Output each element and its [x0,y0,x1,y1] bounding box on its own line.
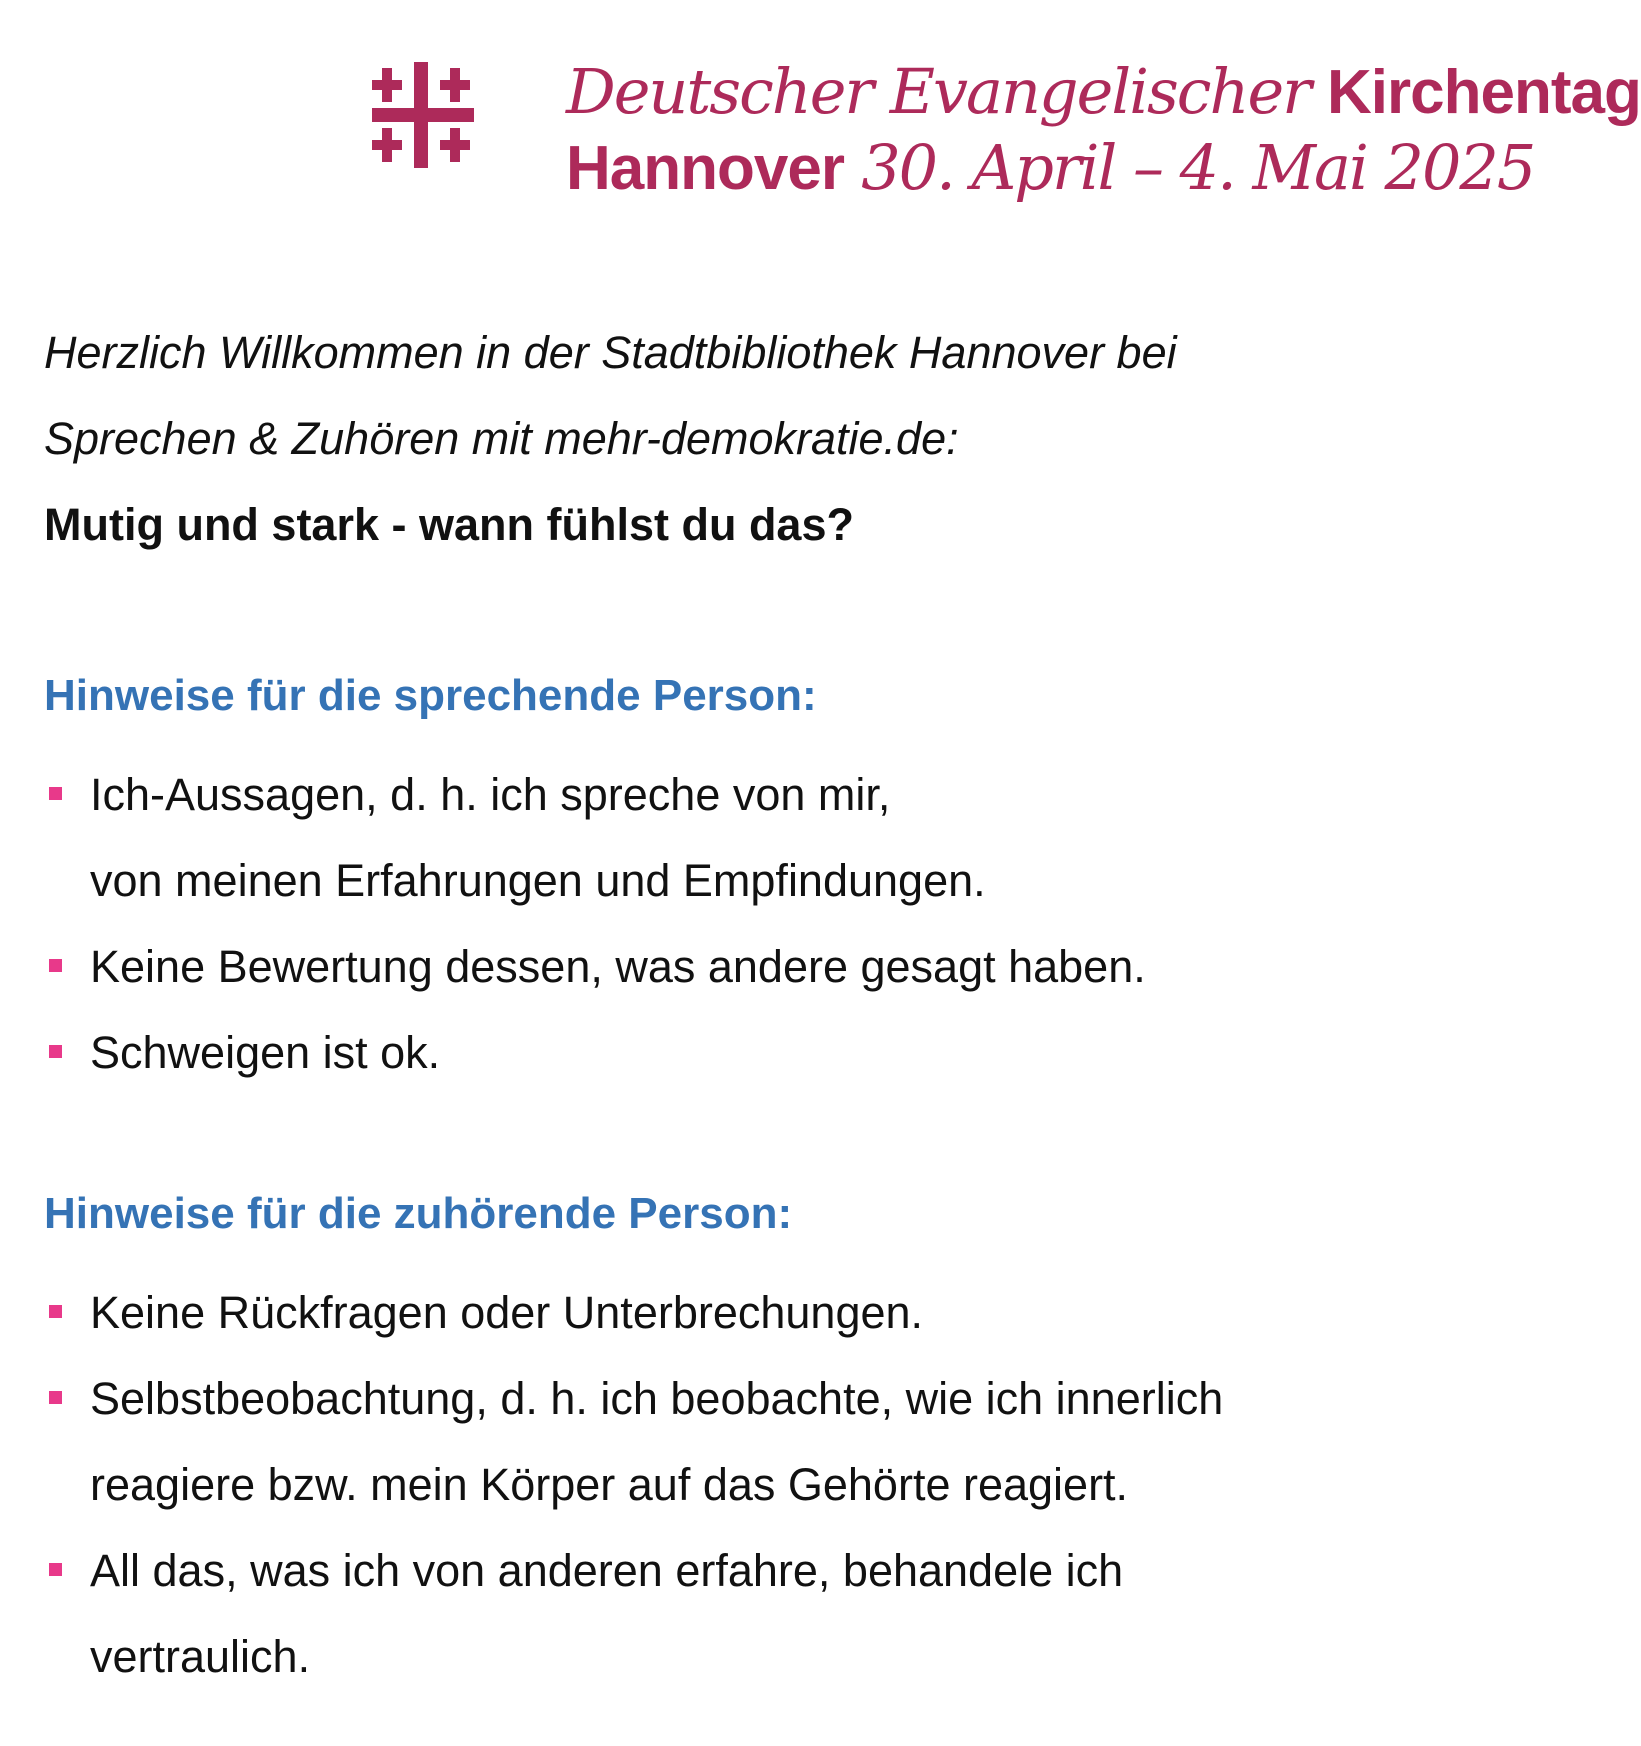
listener-section-heading: Hinweise für die zuhörende Person: [44,1189,793,1238]
bullet-icon [49,1305,62,1318]
event-title-name: Kirchentag [1327,58,1641,127]
list-item-text: Keine Rückfragen oder Unterbrechungen. [90,1287,924,1338]
bullet-icon [49,787,62,800]
event-title [566,56,1641,129]
bullet-icon [49,1391,62,1404]
welcome-line-1: Herzlich Willkommen in der Stadtbibliothek Hannover bei [44,327,1177,378]
intro [44,310,1524,568]
list-item-text: Schweigen ist ok. [90,1027,441,1078]
list-item [44,1010,1544,1096]
event-title-prefix: Deutscher Evangelischer [566,55,1310,128]
kirchentag-cross-icon [372,62,474,168]
session-question: Mutig und stark - wann fühlst du das? [44,499,854,550]
list-item [44,752,1544,924]
list-item-text: Ich-Aussagen, d. h. ich spreche von mir, von meinen Erfahrungen und Empfindungen. [90,769,986,906]
event-dates: 30. April – 4. Mai 2025 [861,131,1535,204]
event-city: Hannover [566,134,844,203]
bullet-icon [49,959,62,972]
list-item [44,924,1544,1010]
header [0,0,1641,230]
list-item-text: All das, was ich von anderen erfahre, behandele ich vertraulich. [90,1545,1124,1682]
listener-guidelines-list [44,1270,1544,1700]
speaker-section-heading: Hinweise für die sprechende Person: [44,671,817,720]
list-item-text: Selbstbeobachtung, d. h. ich beobachte, wie ich innerlich reagiere bzw. mein Körper auf das Gehörte reagiert. [90,1373,1224,1510]
welcome-line-2: Sprechen & Zuhören mit mehr-demokratie.de: [44,413,959,464]
list-item-text: Keine Bewertung dessen, was andere gesagt haben. [90,941,1146,992]
list-item [44,1356,1544,1528]
event-location-dates [566,132,1534,205]
list-item [44,1270,1544,1356]
bullet-icon [49,1045,62,1058]
list-item [44,1528,1544,1700]
speaker-guidelines-list [44,752,1544,1096]
bullet-icon [49,1563,62,1576]
